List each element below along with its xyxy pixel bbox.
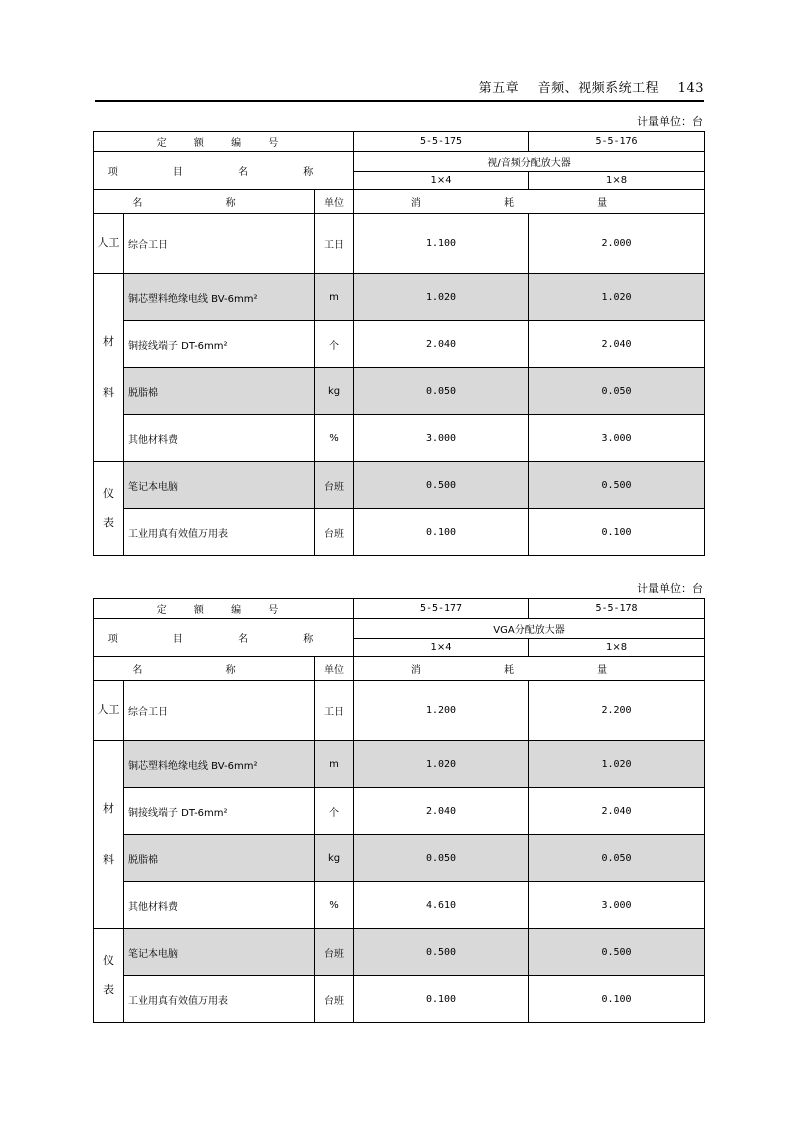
group-material xyxy=(94,741,124,929)
quota-table xyxy=(93,598,705,1023)
resource-unit: % xyxy=(315,415,354,462)
item-label: 项 目 名 称 xyxy=(94,619,354,657)
item-name: 视/音频分配放大器 xyxy=(354,152,705,172)
consumption-value: 2.200 xyxy=(529,681,705,741)
group-instrument-char: 表 xyxy=(103,515,114,529)
group-material-char: 材 xyxy=(103,335,114,348)
resource-unit: m xyxy=(315,741,354,788)
resource-unit: kg xyxy=(315,368,354,415)
col-name-header: 名 称 xyxy=(94,657,315,681)
resource-name: 铜接线端子 DT-6mm² xyxy=(124,788,315,835)
resource-name: 笔记本电脑 xyxy=(124,462,315,509)
code-label: 定 额 编 号 xyxy=(94,599,354,619)
resource-name: 脱脂棉 xyxy=(124,835,315,882)
resource-unit: 台班 xyxy=(315,976,354,1023)
code-label: 定 额 编 号 xyxy=(94,132,354,152)
consumption-value: 0.500 xyxy=(354,929,529,976)
consumption-value: 0.500 xyxy=(529,462,705,509)
resource-name: 工业用真有效值万用表 xyxy=(124,976,315,1023)
consumption-value: 3.000 xyxy=(529,882,705,929)
code-cell: 5-5-175 xyxy=(354,132,529,152)
group-instrument xyxy=(94,462,124,556)
consumption-value: 0.100 xyxy=(529,509,705,556)
resource-unit: 台班 xyxy=(315,929,354,976)
consumption-value: 2.000 xyxy=(529,214,705,274)
consumption-value: 2.040 xyxy=(529,321,705,368)
group-instrument-char: 仪 xyxy=(103,954,114,967)
col-name-header: 名 称 xyxy=(94,190,315,214)
code-cell: 5-5-177 xyxy=(354,599,529,619)
page-header xyxy=(95,77,704,96)
resource-name: 铜芯塑料绝缘电线 BV-6mm² xyxy=(124,274,315,321)
resource-name: 其他材料费 xyxy=(124,882,315,929)
resource-unit: 台班 xyxy=(315,462,354,509)
col-unit-header: 单位 xyxy=(315,657,354,681)
consumption-value: 0.500 xyxy=(354,462,529,509)
col-consume-header: 消 耗 量 xyxy=(354,190,705,214)
chapter-label: 第五章 xyxy=(478,81,520,96)
consumption-value: 0.100 xyxy=(354,509,529,556)
chapter-title: 音频、视频系统工程 xyxy=(537,81,660,96)
consumption-value: 3.000 xyxy=(529,415,705,462)
resource-name: 铜接线端子 DT-6mm² xyxy=(124,321,315,368)
resource-unit: m xyxy=(315,274,354,321)
resource-name: 笔记本电脑 xyxy=(124,929,315,976)
col-unit-header: 单位 xyxy=(315,190,354,214)
consumption-value: 0.100 xyxy=(529,976,705,1023)
code-cell: 5-5-178 xyxy=(529,599,705,619)
resource-unit: % xyxy=(315,882,354,929)
consumption-value: 3.000 xyxy=(354,415,529,462)
consumption-value: 2.040 xyxy=(354,788,529,835)
consumption-value: 0.050 xyxy=(354,368,529,415)
resource-name: 脱脂棉 xyxy=(124,368,315,415)
item-name: VGA分配放大器 xyxy=(354,619,705,639)
consumption-value: 0.050 xyxy=(529,835,705,882)
consumption-value: 1.200 xyxy=(354,681,529,741)
resource-unit: 台班 xyxy=(315,509,354,556)
unit-label: 计量单位：台 xyxy=(637,115,703,128)
resource-unit: 工日 xyxy=(315,214,354,274)
resource-unit: 个 xyxy=(315,321,354,368)
consumption-value: 2.040 xyxy=(354,321,529,368)
group-material-char: 料 xyxy=(103,852,114,866)
group-material-char: 材 xyxy=(103,802,114,815)
consumption-value: 1.020 xyxy=(529,274,705,321)
consumption-value: 0.500 xyxy=(529,929,705,976)
col-consume-header: 消 耗 量 xyxy=(354,657,705,681)
consumption-value: 1.020 xyxy=(354,274,529,321)
unit-label: 计量单位：台 xyxy=(637,582,703,595)
group-material-char: 料 xyxy=(103,385,114,399)
consumption-value: 2.040 xyxy=(529,788,705,835)
code-cell: 5-5-176 xyxy=(529,132,705,152)
consumption-value: 0.050 xyxy=(529,368,705,415)
resource-name: 其他材料费 xyxy=(124,415,315,462)
resource-name: 综合工日 xyxy=(124,681,315,741)
consumption-value: 1.020 xyxy=(529,741,705,788)
resource-unit: kg xyxy=(315,835,354,882)
consumption-value: 0.050 xyxy=(354,835,529,882)
resource-name: 综合工日 xyxy=(124,214,315,274)
page-number: 143 xyxy=(677,81,704,96)
resource-name: 铜芯塑料绝缘电线 BV-6mm² xyxy=(124,741,315,788)
group-instrument xyxy=(94,929,124,1023)
item-label: 项 目 名 称 xyxy=(94,152,354,190)
header-rule xyxy=(95,100,704,102)
consumption-value: 1.100 xyxy=(354,214,529,274)
spec-cell: 1×4 xyxy=(354,172,529,190)
group-labor: 人工 xyxy=(94,214,124,274)
spec-cell: 1×8 xyxy=(529,172,705,190)
resource-unit: 工日 xyxy=(315,681,354,741)
resource-unit: 个 xyxy=(315,788,354,835)
resource-name: 工业用真有效值万用表 xyxy=(124,509,315,556)
consumption-value: 1.020 xyxy=(354,741,529,788)
group-instrument-char: 表 xyxy=(103,982,114,996)
consumption-value: 4.610 xyxy=(354,882,529,929)
consumption-value: 0.100 xyxy=(354,976,529,1023)
spec-cell: 1×8 xyxy=(529,639,705,657)
group-material xyxy=(94,274,124,462)
quota-table xyxy=(93,131,705,556)
spec-cell: 1×4 xyxy=(354,639,529,657)
group-instrument-char: 仪 xyxy=(103,487,114,500)
group-labor: 人工 xyxy=(94,681,124,741)
